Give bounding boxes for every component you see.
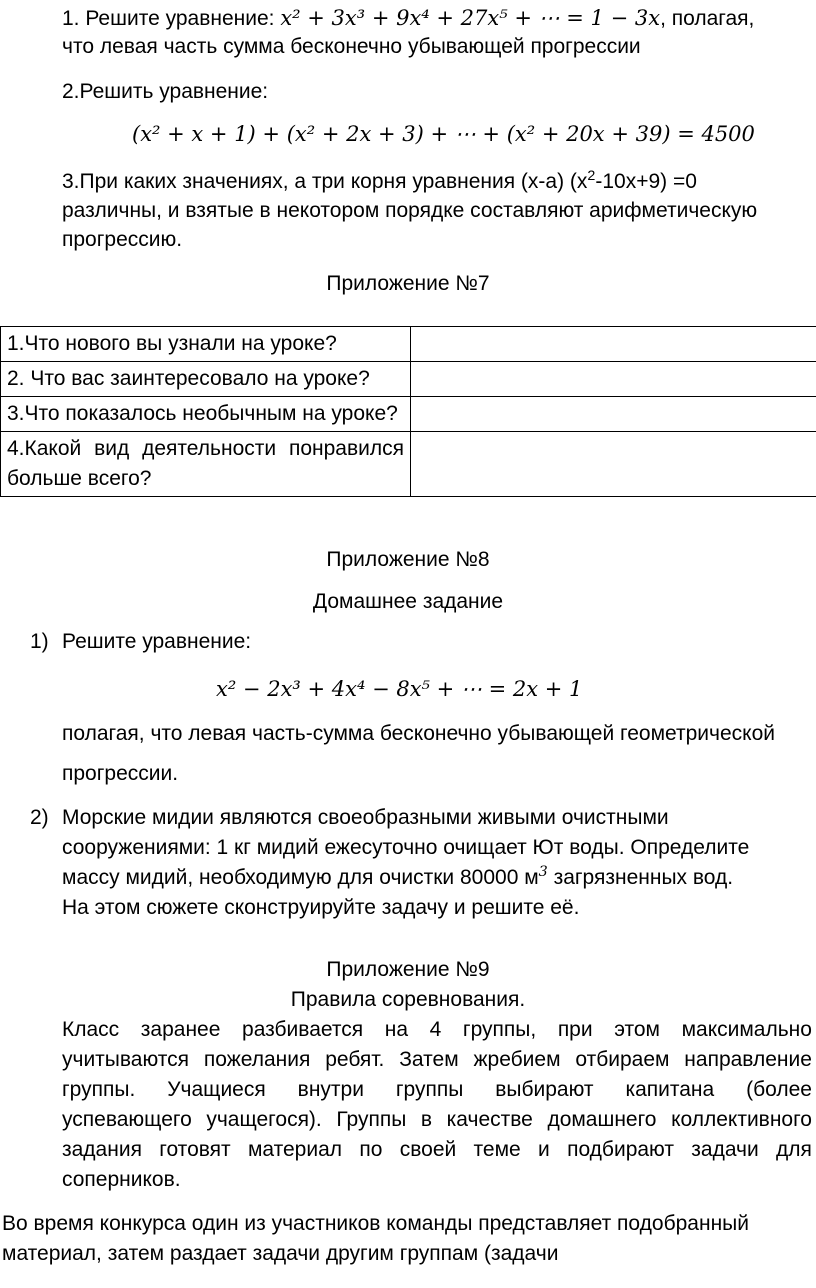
homework-item-2-text-b: загрязненных вод. (547, 866, 734, 889)
homework-item-1-line-2: полагая, что левая часть-сумма бесконечно убывающей геометрической (62, 722, 775, 745)
rules-word: пожелания (203, 1048, 311, 1071)
rules-line (62, 1138, 812, 1162)
rules-word: группы, (462, 1018, 537, 1041)
table-cell-answer (411, 397, 816, 432)
rules-line (62, 1018, 812, 1042)
homework-item-2-line-2: сооружениями: 1 кг мидий ежесуточно очищает Ют воды. Определите (62, 836, 750, 859)
homework-item-1-equation: x² − 2x³ + 4x⁴ − 8x⁵ + ⋯ = 2x + 1 (216, 677, 583, 701)
rules-line-last: соперников. (62, 1168, 181, 1191)
rules-word: Класс (62, 1018, 120, 1041)
problem-3-line-3: прогрессию. (62, 228, 183, 251)
rules-word: готовят (159, 1138, 231, 1161)
table-cell-question: 4.Какой вид деятельности понравился больше всего? (1, 432, 411, 497)
rules-word: при (557, 1018, 593, 1041)
rules-word: Группы (336, 1108, 407, 1131)
rules-line (62, 1078, 812, 1102)
appendix-9-subtitle: Правила соревнования. (290, 988, 526, 1011)
rules-word: задания (62, 1138, 142, 1161)
problem-3-superscript: 2 (587, 168, 596, 185)
problem-1-line-1 (62, 6, 754, 31)
rules-word: материал (247, 1138, 343, 1161)
table-cell-answer (411, 362, 816, 397)
reflection-table (0, 326, 816, 497)
rules-word: ребят. (325, 1048, 385, 1071)
problem-3-text-a: 3.При каких значениях, а три корня уравнения (x-a) (x (62, 170, 588, 193)
appendix-8-subtitle: Домашнее задание (312, 590, 504, 613)
homework-item-2-superscript: 3 (538, 864, 548, 881)
rules-word: этом (614, 1018, 660, 1041)
rules-word: максимально (681, 1018, 812, 1041)
after-rules-line-1: Во время конкурса один из участников команды представляет подобранный (2, 1212, 749, 1235)
rules-word: своей (399, 1138, 457, 1161)
problem-1-suffix: , полагая, (660, 7, 755, 30)
table-cell-answer (411, 432, 816, 497)
rules-word: учащегося). (206, 1108, 322, 1131)
problem-3-line-2: различны, и взятые в некотором порядке составляют арифметическую (62, 199, 758, 222)
appendix-8-title: Приложение №8 (326, 548, 490, 571)
table-cell-question: 1.Что нового вы узнали на уроке? (1, 327, 411, 362)
appendix-7-title: Приложение №7 (326, 272, 490, 295)
rules-word: коллективного (671, 1108, 812, 1131)
after-rules-line-2: материал, затем раздает задачи другим группам (задачи (2, 1242, 559, 1265)
problem-3-line-1 (62, 170, 697, 194)
appendix-9-title: Приложение №9 (326, 958, 490, 981)
rules-word: для (776, 1138, 812, 1161)
rules-word: жребием (473, 1048, 561, 1071)
rules-word: подбирают (567, 1138, 674, 1161)
rules-word: разбивается (242, 1018, 364, 1041)
rules-word: группы. (62, 1078, 136, 1101)
table-cell-answer (411, 327, 816, 362)
rules-word: теме (473, 1138, 521, 1161)
table-row (1, 362, 816, 397)
rules-word: успевающего (62, 1108, 192, 1131)
table-cell-question: 2. Что вас заинтересовало на уроке? (1, 362, 411, 397)
table-row (1, 397, 816, 432)
homework-item-2-line-1: Морские мидии являются своеобразными живыми очистными (62, 806, 669, 829)
homework-item-2-text-a: массу мидий, необходимую для очистки 80000 м (62, 866, 539, 889)
table-cell-question: 3.Что показалось необычным на уроке? (1, 397, 411, 432)
rules-word: направление (684, 1048, 812, 1071)
rules-word: группы (395, 1078, 464, 1101)
rules-word: 4 (429, 1018, 442, 1041)
rules-word: учитываются (62, 1048, 190, 1071)
table-row (1, 327, 816, 362)
homework-item-2-line-4: На этом сюжете сконструируйте задачу и решите её. (62, 896, 580, 919)
problem-2-title: 2.Решить уравнение: (62, 80, 269, 103)
rules-word: Затем (399, 1048, 459, 1071)
rules-word: заранее (140, 1018, 221, 1041)
rules-word: (более (746, 1078, 812, 1101)
rules-word: по (359, 1138, 383, 1161)
rules-word: Учащиеся (167, 1078, 266, 1101)
table-row (1, 432, 816, 497)
rules-line (62, 1048, 812, 1072)
homework-item-1-line-3: прогрессии. (62, 762, 179, 785)
problem-3-text-b: -10x+9) =0 (595, 170, 697, 193)
rules-word: капитана (625, 1078, 715, 1101)
rules-word: выбирают (495, 1078, 594, 1101)
problem-1-equation: x² + 3x³ + 9x⁴ + 27x⁵ + ⋯ = 1 − 3x (280, 6, 661, 30)
rules-word: качестве (446, 1108, 533, 1131)
problem-1-line-2: что левая часть сумма бесконечно убывающей прогрессии (62, 35, 641, 58)
rules-line (62, 1108, 812, 1132)
rules-word: и (538, 1138, 550, 1161)
rules-word: внутри (297, 1078, 364, 1101)
rules-word: на (384, 1018, 409, 1041)
homework-item-2-marker: 2) (30, 806, 49, 829)
homework-item-1-marker: 1) (30, 630, 49, 653)
rules-word: отбираем (575, 1048, 670, 1071)
rules-word: задачи (691, 1138, 759, 1161)
homework-item-2-line-3 (62, 866, 733, 890)
problem-1-number: 1. Решите уравнение: (62, 7, 281, 30)
homework-item-1-text: Решите уравнение: (62, 630, 252, 653)
rules-word: домашнего (547, 1108, 657, 1131)
rules-word: в (420, 1108, 433, 1131)
problem-2-equation: (x² + x + 1) + (x² + 2x + 3) + ⋯ + (x² + 20x + 39) = 4500 (132, 122, 755, 146)
